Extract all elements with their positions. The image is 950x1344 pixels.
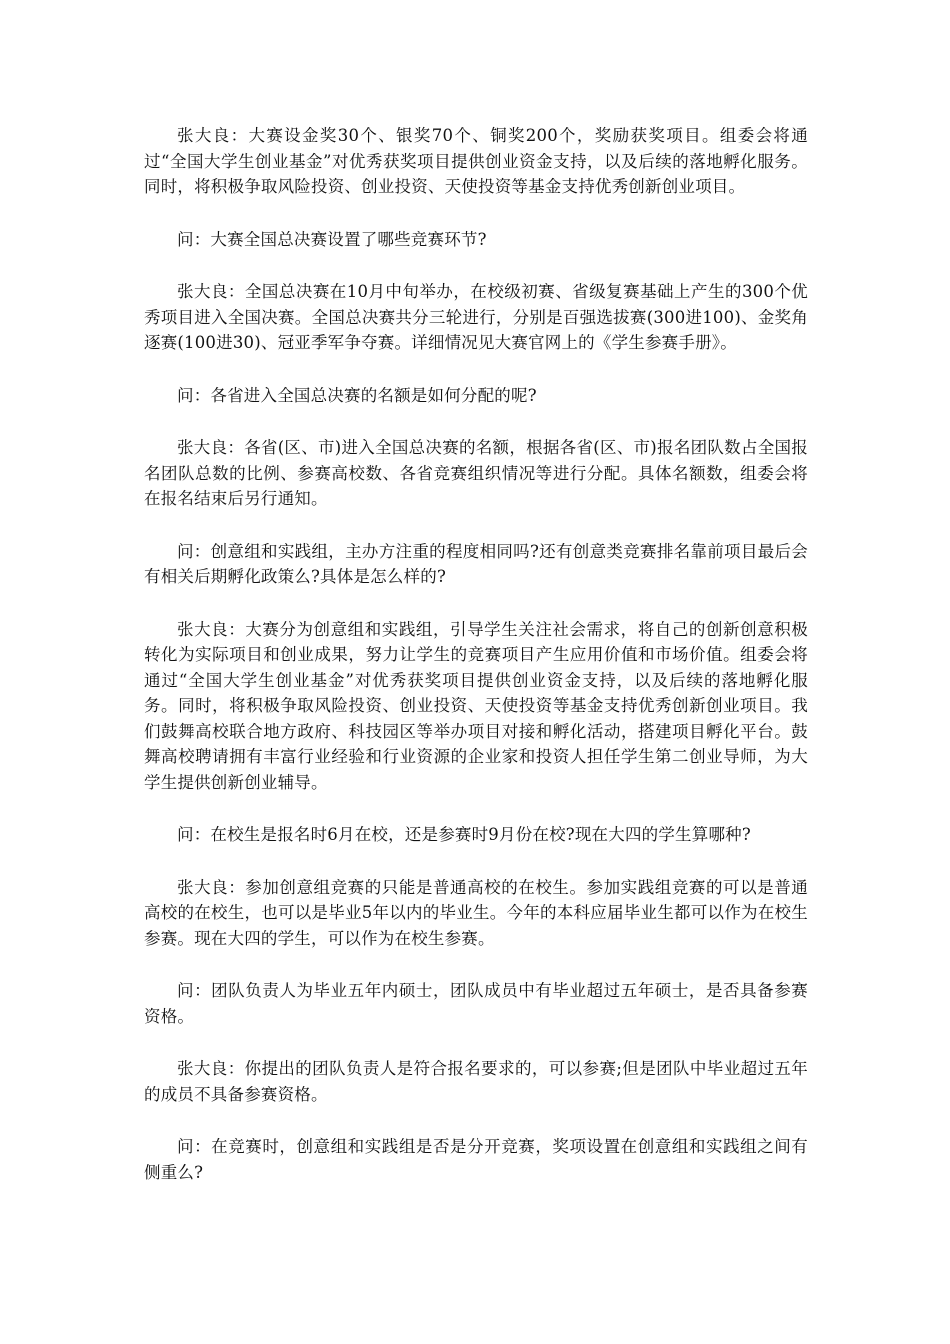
answer-paragraph-student-status: 张大良：参加创意组竞赛的只能是普通高校的在校生。参加实践组竞赛的可以是普通高校的在校生，也可以是毕业5年以内的毕业生。今年的本科应届毕业生都可以作为在校生参赛。现在大四的学生，可以作为在校生参赛。 <box>144 877 808 948</box>
document-body <box>144 123 808 1212</box>
answer-paragraph-awards: 张大良：大赛设金奖30个、银奖70个、铜奖200个，奖励获奖项目。组委会将通过“全国大学生创业基金”对优秀获奖项目提供创业资金支持，以及后续的落地孵化服务。同时，将积极争取风险投资、创业投资、天使投资等基金支持优秀创新创业项目。 <box>144 126 808 196</box>
answer-paragraph-quota: 张大良：各省(区、市)进入全国总决赛的名额，根据各省(区、市)报名团队数占全国报名团队总数的比例、参赛高校数、各省竞赛组织情况等进行分配。具体名额数，组委会将在报名结束后另行通知。 <box>144 438 808 508</box>
answer-paragraph-team-eligibility: 张大良：你提出的团队负责人是符合报名要求的，可以参赛;但是团队中毕业超过五年的成员不具备参赛资格。 <box>144 1059 808 1104</box>
answer-paragraph-groups: 张大良：大赛分为创意组和实践组，引导学生关注社会需求，将自己的创新创意积极转化为实际项目和创业成果，努力让学生的竞赛项目产生应用价值和市场价值。组委会将通过“全国大学生创业基金”对优秀获奖项目提供创业资金支持，以及后续的落地孵化服务。同时，将积极争取风险投资、创业投资、天使投资等基金支持优秀创新创业项目。我们鼓舞高校联合地方政府、科技园区等举办项目对接和孵化活动，搭建项目孵化平台。鼓舞高校聘请拥有丰富行业经验和行业资源的企业家和投资人担任学生第二创业导师，为大学生提供创新创业辅导。 <box>144 619 808 792</box>
question-paragraph-student-status: 问：在校生是报名时6月在校，还是参赛时9月份在校?现在大四的学生算哪种? <box>177 825 751 844</box>
question-paragraph-team-eligibility: 问：团队负责人为毕业五年内硕士，团队成员中有毕业超过五年硕士，是否具备参赛资格。 <box>144 981 808 1026</box>
question-paragraph-final-stages: 问：大赛全国总决赛设置了哪些竞赛环节? <box>177 229 487 249</box>
question-paragraph-groups: 问：创意组和实践组，主办方注重的程度相同吗?还有创意类竞赛排名靠前项目最后会有相关后期孵化政策么?具体是怎么样的? <box>144 541 808 586</box>
question-paragraph-separate-competition: 问：在竞赛时，创意组和实践组是否是分开竞赛，奖项设置在创意组和实践组之间有侧重么? <box>144 1137 808 1182</box>
answer-paragraph-final-stages: 张大良：全国总决赛在10月中旬举办，在校级初赛、省级复赛基础上产生的300个优秀项目进入全国决赛。全国总决赛共分三轮进行，分别是百强选拔赛(300进100)、金奖角逐赛(100进30)、冠亚季军争夺赛。详细情况见大赛官网上的《学生参赛手册》。 <box>144 282 808 352</box>
question-paragraph-quota: 问：各省进入全国总决赛的名额是如何分配的呢? <box>177 385 537 405</box>
